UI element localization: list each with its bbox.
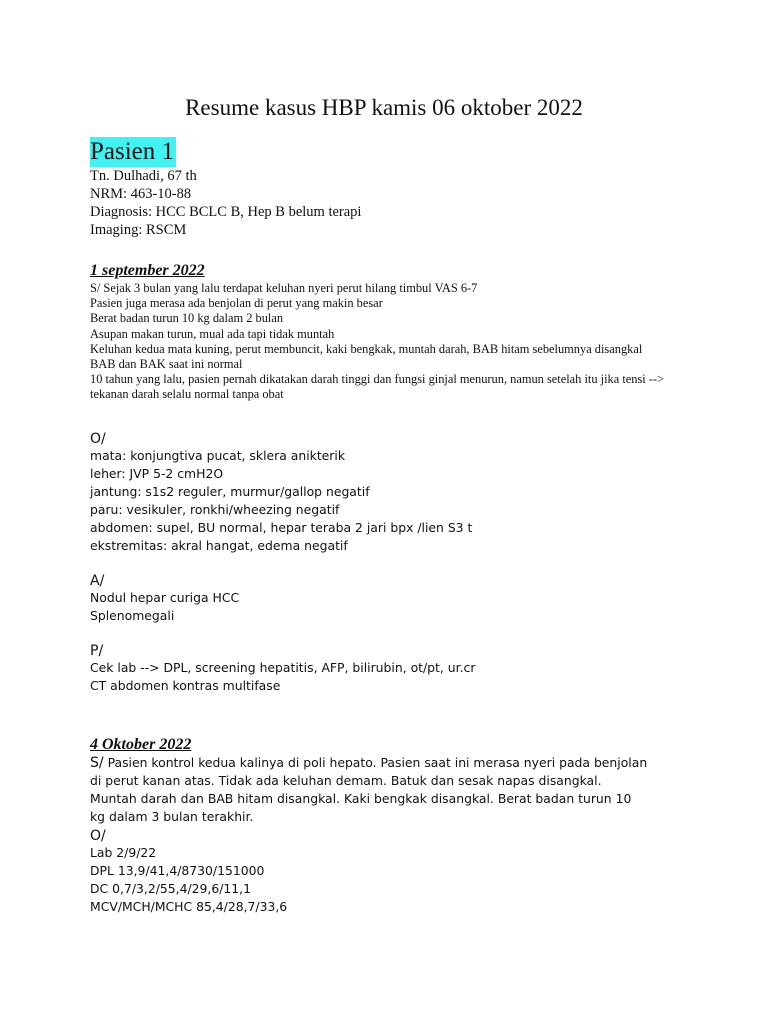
patient-nrm: NRM: 463-10-88 xyxy=(90,186,192,202)
visit1-subjective-line: Berat badan turun 10 kg dalam 2 bulan xyxy=(90,311,284,326)
visit1-plan-label: P/ xyxy=(90,643,104,659)
patient-imaging: Imaging: RSCM xyxy=(90,222,187,238)
visit1-objective-line: leher: JVP 5-2 cmH2O xyxy=(90,466,224,481)
visit1-objective-line: abdomen: supel, BU normal, hepar teraba 2 jari bpx /lien S3 t xyxy=(90,520,473,535)
visit1-plan-line: Cek lab --> DPL, screening hepatitis, AFP, bilirubin, ot/pt, ur.cr xyxy=(90,660,476,675)
visit2-subjective xyxy=(90,754,650,826)
visit2-objective-line: DPL 13,9/41,4/8730/151000 xyxy=(90,863,265,878)
visit1-date: 1 september 2022 xyxy=(90,262,205,279)
visit1-subjective-line: Asupan makan turun, mual ada tapi tidak muntah xyxy=(90,326,335,341)
visit1-objective-line: jantung: s1s2 reguler, murmur/gallop negatif xyxy=(90,484,370,499)
patient-diagnosis: Diagnosis: HCC BCLC B, Hep B belum terapi xyxy=(90,204,362,220)
patient-name: Tn. Dulhadi, 67 th xyxy=(90,168,197,184)
visit2-objective-label: O/ xyxy=(90,828,106,844)
visit1-subjective-line: Pasien juga merasa ada benjolan di perut yang makin besar xyxy=(90,296,383,311)
visit1-subjective-line: S/ Sejak 3 bulan yang lalu terdapat keluhan nyeri perut hilang timbul VAS 6-7 xyxy=(90,281,478,295)
visit1-assessment xyxy=(90,589,239,625)
visit1-objective-line: paru: vesikuler, ronkhi/wheezing negatif xyxy=(90,502,340,517)
visit1-subjective-line: tekanan darah selalu normal tanpa obat xyxy=(90,387,284,402)
visit2-subjective-text: Pasien kontrol kedua kalinya di poli hepato. Pasien saat ini merasa nyeri pada benjolan di perut kanan atas. Tidak ada keluhan demam. Batuk dan sesak napas disangkal. Muntah darah dan BAB hitam disangkal. Kaki bengkak disangkal. Berat badan turun 10 kg dalam 3 bulan terakhir. xyxy=(90,755,648,824)
visit1-assessment-line: Splenomegali xyxy=(90,608,175,623)
visit1-subjective xyxy=(90,281,664,403)
visit2-objective-line: Lab 2/9/22 xyxy=(90,845,157,860)
visit1-plan xyxy=(90,659,475,695)
visit1-assessment-line: Nodul hepar curiga HCC xyxy=(90,590,240,605)
visit1-subjective-line: Keluhan kedua mata kuning, perut membuncit, kaki bengkak, muntah darah, BAB hitam sebelumnya disangkal xyxy=(90,341,643,356)
visit1-subjective-line: BAB dan BAK saat ini normal xyxy=(90,357,243,372)
visit1-assessment-label: A/ xyxy=(90,573,105,589)
visit2-subjective-lead: S/ xyxy=(90,755,104,771)
patient-info xyxy=(90,167,361,239)
document-title: Resume kasus HBP kamis 06 oktober 2022 xyxy=(185,95,583,120)
visit2-objective xyxy=(90,844,287,916)
patient-heading: Pasien 1 xyxy=(90,138,175,165)
visit1-plan-line: CT abdomen kontras multifase xyxy=(90,678,281,693)
visit2-date: 4 Oktober 2022 xyxy=(90,736,192,753)
visit1-subjective-line: 10 tahun yang lalu, pasien pernah dikatakan darah tinggi dan fungsi ginjal menurun, namun setelah itu jika tensi --> xyxy=(90,372,665,387)
visit1-objective xyxy=(90,447,472,555)
visit1-objective-line: ekstremitas: akral hangat, edema negatif xyxy=(90,538,348,553)
visit2-objective-line: MCV/MCH/MCHC 85,4/28,7/33,6 xyxy=(90,899,288,914)
visit1-objective-label: O/ xyxy=(90,431,106,447)
visit2-objective-line: DC 0,7/3,2/55,4/29,6/11,1 xyxy=(90,881,252,896)
visit1-objective-line: mata: konjungtiva pucat, sklera anikterik xyxy=(90,448,346,463)
